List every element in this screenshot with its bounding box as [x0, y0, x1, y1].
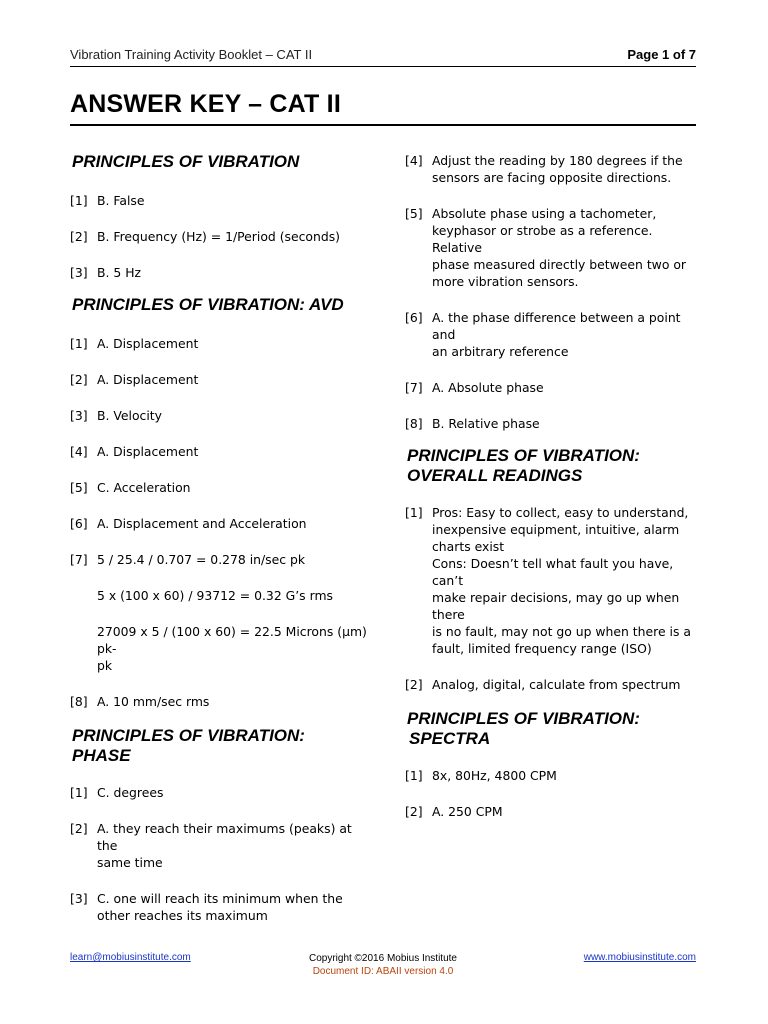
section-title-line: SPECTRA [409, 729, 491, 748]
answer-text: A. Absolute phase [432, 380, 544, 395]
answer-item [70, 443, 370, 460]
answer-number: [3] [70, 891, 88, 906]
answer-number: [3] [70, 265, 88, 280]
answer-number: [6] [405, 310, 423, 325]
answer-number: [2] [405, 677, 423, 692]
answer-number: [1] [70, 193, 88, 208]
calculation-line: 27009 x 5 / (100 x 60) = 22.5 Microns (µm) pk- pk [97, 624, 367, 673]
document-id: Document ID: ABAII version 4.0 [312, 966, 454, 977]
answer-item [70, 407, 370, 424]
answer-item [70, 820, 370, 871]
answer-text: B. Relative phase [432, 416, 540, 431]
header-page-number: Page 1 of 7 [627, 47, 696, 62]
answer-number: [1] [405, 768, 423, 783]
answer-text: Analog, digital, calculate from spectrum [432, 677, 681, 692]
answer-text: C. one will reach its minimum when the other reaches its maximum [97, 891, 343, 923]
answer-number: [1] [70, 785, 88, 800]
answer-item [405, 152, 697, 186]
answer-item [70, 228, 370, 245]
answer-item [70, 192, 370, 209]
answer-number: [3] [70, 408, 88, 423]
answer-text: B. Velocity [97, 408, 162, 423]
answer-text: A. 10 mm/sec rms [97, 694, 210, 709]
answer-item [405, 379, 697, 396]
answer-item [70, 551, 370, 568]
copyright-text: Copyright ©2016 Mobius Institute [308, 953, 457, 964]
answer-item [405, 504, 697, 657]
answer-item [405, 309, 697, 360]
answer-item [405, 803, 697, 820]
answer-number: [6] [70, 516, 88, 531]
page-footer [70, 952, 696, 982]
answer-item [405, 767, 697, 784]
section-title-principles: PRINCIPLES OF VIBRATION [72, 152, 300, 171]
answer-item [405, 676, 697, 693]
answer-text: A. the phase difference between a point and an arbitrary reference [432, 310, 681, 359]
section-title-line: OVERALL READINGS [407, 466, 583, 485]
answer-text: A. Displacement and Acceleration [97, 516, 307, 531]
answer-number: [8] [70, 694, 88, 709]
answer-number: [2] [70, 821, 88, 836]
section-title-line: PRINCIPLES OF VIBRATION: [407, 709, 640, 728]
answer-text: Pros: Easy to collect, easy to understand, inexpensive equipment, intuitive, alarm charts exist Cons: Doesn’t tell what fault you have, can’t make repair decisions, may go up when there is no fault, may not go up when there is a fault, limited frequency range (ISO) [432, 505, 691, 656]
section-title-avd: PRINCIPLES OF VIBRATION: AVD [72, 295, 344, 314]
right-column [405, 152, 697, 839]
answer-item [70, 693, 370, 710]
section-title-line: PRINCIPLES OF VIBRATION: [407, 446, 640, 465]
left-column [70, 152, 370, 943]
section-title-line: PHASE [72, 746, 131, 765]
answer-text: A. Displacement [97, 336, 199, 351]
answer-number: [2] [70, 372, 88, 387]
answer-number: [5] [70, 480, 88, 495]
answer-text: Adjust the reading by 180 degrees if the sensors are facing opposite directions. [432, 153, 683, 185]
answer-number: [5] [405, 206, 423, 221]
answer-number: [8] [405, 416, 423, 431]
answer-item [70, 784, 370, 801]
answer-number: [7] [405, 380, 423, 395]
answer-number: [1] [405, 505, 423, 520]
answer-text: A. Displacement [97, 372, 199, 387]
calculation-line: 5 x (100 x 60) / 93712 = 0.32 G’s rms [97, 588, 333, 603]
answer-item [70, 264, 370, 281]
answer-number: [2] [405, 804, 423, 819]
answer-text: C. degrees [97, 785, 164, 800]
answer-text: C. Acceleration [97, 480, 191, 495]
section-title-overall-readings [407, 446, 697, 486]
email-link[interactable]: learn@mobiusinstitute.com [70, 952, 191, 963]
answer-text: A. they reach their maximums (peaks) at the same time [97, 821, 352, 870]
answer-text: 5 / 25.4 / 0.707 = 0.278 in/sec pk [97, 552, 306, 567]
answer-item [70, 515, 370, 532]
answer-text: B. Frequency (Hz) = 1/Period (seconds) [97, 229, 341, 244]
document-title: ANSWER KEY – CAT II [70, 90, 696, 126]
answer-text: B. 5 Hz [97, 265, 142, 280]
answer-number: [4] [70, 444, 88, 459]
section-title-line: PRINCIPLES OF VIBRATION: [72, 726, 305, 745]
answer-item [70, 335, 370, 352]
answer-item [70, 479, 370, 496]
answer-number: [1] [70, 336, 88, 351]
answer-number: [4] [405, 153, 423, 168]
answer-text: B. False [97, 193, 145, 208]
answer-text: Absolute phase using a tachometer, keyphasor or strobe as a reference. Relative phase measured directly between two or more vibration sensors. [432, 206, 687, 289]
header-booklet-title: Vibration Training Activity Booklet – CAT II [70, 47, 313, 62]
answer-item [405, 205, 697, 290]
section-title-spectra [407, 709, 697, 749]
answer-number: [2] [70, 229, 88, 244]
answer-item [405, 415, 697, 432]
answer-text: 8x, 80Hz, 4800 CPM [432, 768, 557, 783]
website-link[interactable]: www.mobiusinstitute.com [583, 952, 696, 963]
section-title-phase [72, 726, 370, 766]
page-header [70, 44, 696, 67]
answer-number: [7] [70, 552, 88, 567]
answer-item [70, 371, 370, 388]
answer-text: A. Displacement [97, 444, 199, 459]
answer-item [70, 890, 370, 924]
answer-text: A. 250 CPM [432, 804, 503, 819]
